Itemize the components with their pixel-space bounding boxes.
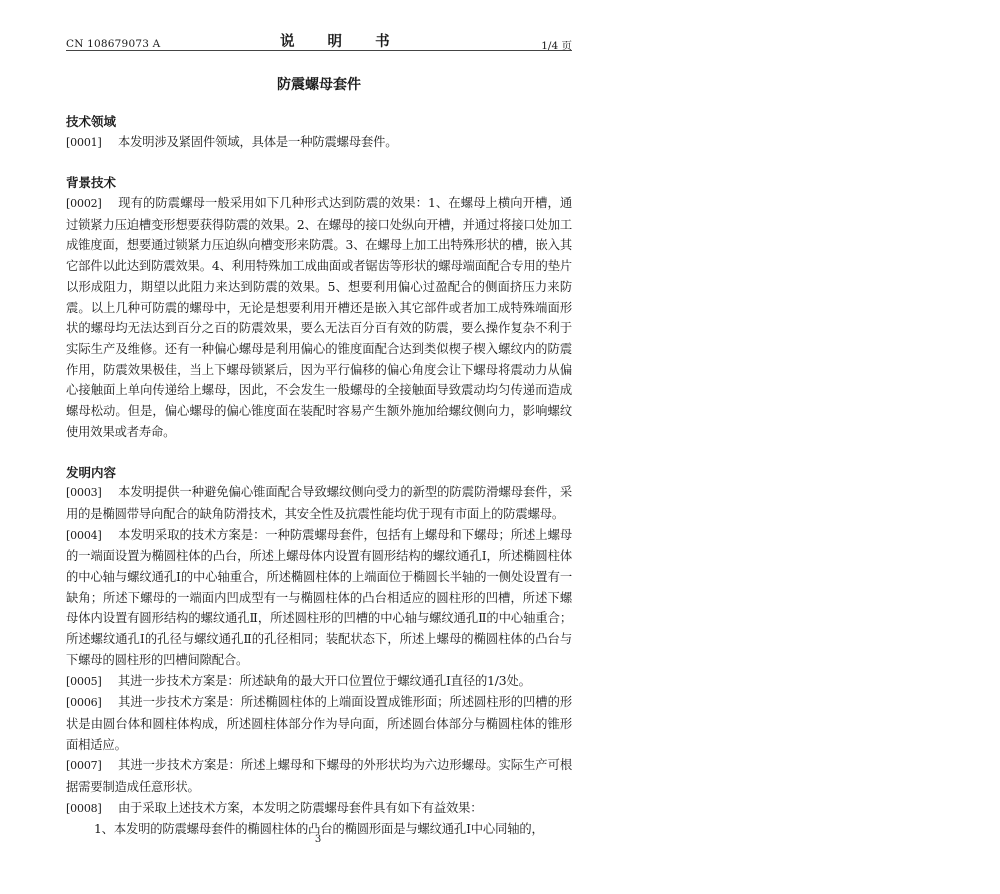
paragraph-number: [0003] (66, 486, 102, 500)
paragraph-text: 其进一步技术方案是：所述椭圆柱体的上端面设置成锥形面；所述圆柱形的凹槽的形状是由圆台体和圆柱体构成，所述圆柱体部分作为导向面，所述圆台体部分与椭圆柱体的锥形面相适应。 (66, 695, 572, 752)
header-divider (66, 50, 572, 51)
section-heading: 背景技术 (66, 175, 117, 191)
section-background (66, 172, 572, 442)
publication-number: CN 108679073 A (66, 38, 161, 50)
paragraph (66, 671, 572, 693)
paragraph (66, 755, 572, 797)
paragraph (66, 482, 572, 524)
continuation-line: 1、本发明的防震螺母套件的椭圆柱体的凸台的椭圆形面是与螺纹通孔Ⅰ中心同轴的， (94, 822, 544, 837)
paragraph-number: [0002] (66, 197, 102, 211)
document-type: 说 明 书 (280, 34, 404, 50)
paragraph (66, 525, 572, 671)
paragraph-text: 本发明涉及紧固件领域，具体是一种防震螺母套件。 (118, 134, 398, 149)
paragraph-number: [0005] (66, 674, 102, 688)
document-body (66, 111, 572, 840)
section-summary (66, 462, 572, 841)
section-heading: 技术领域 (66, 114, 117, 129)
page-folio: 3 (314, 834, 322, 845)
paragraph-text: 本发明提供一种避免偏心锥面配合导致螺纹侧向受力的新型的防震防滑螺母套件，采用的是椭圆带导向配合的缺角防滑技术，其安全性及抗震性能均优于现有市面上的防震螺母。 (66, 485, 572, 521)
page-indicator: 1/4 页 (541, 40, 572, 52)
section-heading: 发明内容 (66, 464, 117, 480)
paragraph-text: 本发明采取的技术方案是：一种防震螺母套件，包括有上螺母和下螺母；所述上螺母的一端面设置为椭圆柱体的凸台，所述上螺母体内设置有圆形结构的螺纹通孔Ⅰ，所述椭圆柱体的中心轴与螺纹通孔Ⅰ的中心轴重合，所述椭圆柱体的上端面位于椭圆长半轴的一侧处设置有一缺角；所述下螺母的一端面内凹成型有一与椭圆柱体的凸台相适应的圆柱形的凹槽，所述下螺母体内设置有圆形结构的螺纹通孔Ⅱ，所述圆柱形的凹槽的中心轴与螺纹通孔Ⅱ的中心轴重合；所述螺纹通孔Ⅰ的孔径与螺纹通孔Ⅱ的孔径相同；装配状态下，所述上螺母的椭圆柱体的凸台与下螺母的圆柱形的凹槽间隙配合。 (66, 527, 572, 667)
paragraph-text: 现有的防震螺母一般采用如下几种形式达到防震的效果：1、在螺母上横向开槽，通过锁紧力压迫槽变形想要获得防震的效果。2、在螺母的接口处纵向开槽，并通过将接口处加工成锥度面，想要通过锁紧力压迫纵向槽变形来防震。3、在螺母上加工出特殊形状的槽，嵌入其它部件以此达到防震效果。4、利用特殊加工成曲面或者锯齿等形状的螺母端面配合专用的垫片以形成阻力，期望以此阻力来达到防震的效果。5、想要利用偏心过盈配合的侧面挤压力来防震。以上几种可防震的螺母中，无论是想要利用开槽还是嵌入其它部件或者加工成特殊端面形状的螺母均无法达到百分之百的防震效果，要么无法百分百有效的防震，要么操作复杂不利于实际生产及维修。还有一种偏心螺母是利用偏心的锥度面配合达到类似楔子楔入螺纹内的防震作用，防震效果极佳，当上下螺母锁紧后，因为平行偏移的偏心角度会让下螺母将震动力从偏心接触面上单向传递给上螺母，因此，不会发生一般螺母的全接触面导致震动均匀传递而造成螺母松动。但是，偏心螺母的偏心锥度面在装配时容易产生额外施加给螺纹侧向力，影响螺纹使用效果或者寿命。 (66, 196, 572, 439)
paragraph (66, 798, 572, 820)
paragraph-text: 由于采取上述技术方案，本发明之防震螺母套件具有如下有益效果： (118, 800, 483, 815)
paragraph-number: [0008] (66, 801, 102, 815)
paragraph (66, 193, 572, 442)
paragraph-number: [0006] (66, 696, 102, 710)
paragraph (66, 692, 572, 755)
paragraph-number: [0001] (66, 135, 102, 149)
paragraph-number: [0007] (66, 759, 102, 773)
paragraph (66, 132, 572, 154)
paragraph-number: [0004] (66, 528, 102, 542)
section-technical-field (66, 111, 572, 153)
paragraph-text: 其进一步技术方案是：所述上螺母和下螺母的外形状均为六边形螺母。实际生产可根据需要制造成任意形状。 (66, 758, 572, 795)
page-header (66, 28, 572, 50)
paragraph-text: 其进一步技术方案是：所述缺角的最大开口位置位于螺纹通孔Ⅰ直径的1/3处。 (118, 673, 531, 688)
document-title: 防震螺母套件 (277, 77, 361, 93)
